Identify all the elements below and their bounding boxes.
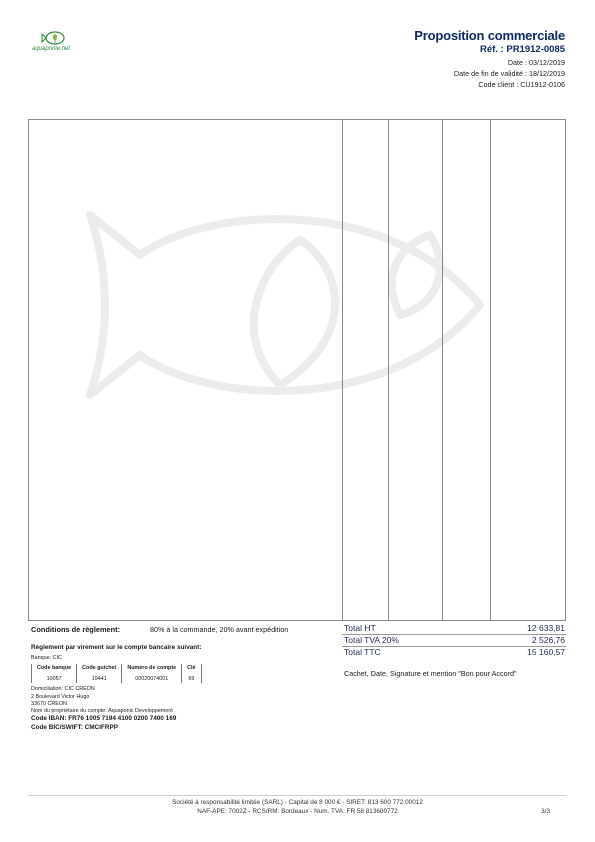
table-column-divider (342, 119, 343, 621)
page-number: 3/3 (541, 808, 550, 815)
company-logo (30, 30, 80, 56)
account-number-header: Numéro de compte (122, 664, 182, 674)
table-column-divider (442, 119, 443, 621)
account-number-value: 00020074001 (122, 674, 182, 683)
total-tva-value: 2 526,76 (531, 635, 565, 645)
bank-transfer-title: Règlement par virement sur le compte bancaire suivant: (31, 644, 202, 651)
logo-text: aquaponie.net (32, 46, 71, 52)
footer-legal-line1: Société à responsabilité limitée (SARL) - Capital de 8 000 € - SIRET: 813 600 772 00012 (172, 799, 423, 806)
bic-code: Code BIC/SWIFT: CMCIFRPP (31, 724, 118, 731)
total-ht-label: Total HT (344, 623, 376, 633)
total-tva-label: Total TVA 20% (344, 635, 399, 645)
table-column-divider (388, 119, 389, 621)
document-title: Proposition commerciale (414, 28, 565, 43)
footer-legal-line2: NAF-APE: 7002Z - RCS/RM: Bordeaux - Num. TVA: FR 58 813600772 (197, 808, 398, 815)
total-ttc-label: Total TTC (344, 647, 381, 657)
total-ht-value: 12 633,81 (527, 623, 565, 633)
payment-conditions-label: Conditions de règlement: (31, 625, 121, 634)
footer-divider (28, 795, 566, 796)
client-code: Code client : CU1912-0106 (478, 80, 565, 89)
iban-code: Code IBAN: FR76 1005 7194 4100 0200 7400 169 (31, 715, 177, 722)
total-ttc-value: 15 160,57 (527, 647, 565, 657)
bank-code-value: 10057 (32, 674, 77, 683)
bank-address-line1: 2 Boulevard Victor Hugo (31, 694, 90, 700)
bank-address-line2: 33670 CREON (31, 701, 67, 707)
key-header: Clé (182, 664, 201, 674)
reference-number: Réf. : PR1912-0085 (479, 44, 565, 55)
bank-details-table (31, 664, 202, 683)
lines-table (28, 119, 566, 621)
key-value: 69 (182, 674, 201, 683)
payment-conditions-value: 80% à la commande, 20% avant expédition (150, 625, 289, 634)
account-owner: Nom du propriétaire du compte: Aquaponic Developpement (31, 708, 173, 714)
branch-code-value: 19441 (77, 674, 122, 683)
table-column-divider (490, 119, 491, 621)
bank-name: Banque: CIC (31, 655, 62, 661)
branch-code-header: Code guichet (77, 664, 122, 674)
signature-mention: Cachet, Date, Signature et mention "Bon pour Accord" (344, 669, 517, 678)
validity-date: Date de fin de validité : 18/12/2019 (453, 69, 565, 78)
bank-code-header: Code banque (32, 664, 77, 674)
document-date: Date : 03/12/2019 (507, 58, 565, 67)
domiciliation: Domiciliation: CIC CREON (31, 686, 95, 692)
